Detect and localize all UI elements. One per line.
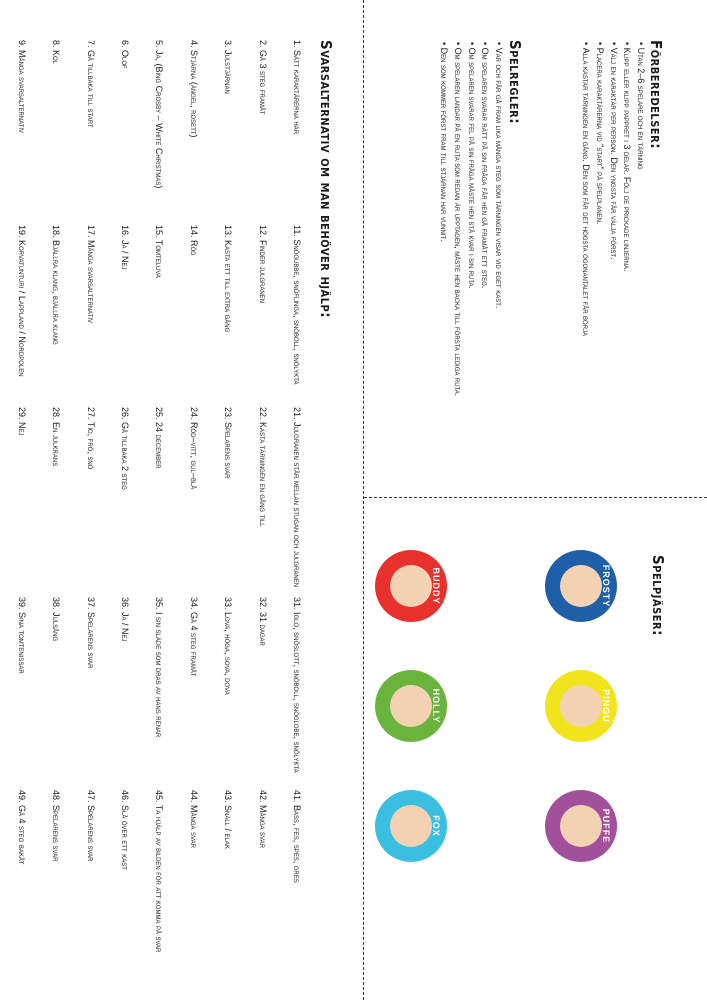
answer-item: 41. Bass, fes, spes, gres	[292, 790, 302, 883]
token-puffe: PUFFE	[545, 790, 617, 862]
answer-item: 9. Många svarsalternativ	[16, 40, 27, 134]
pieces-title: Spelpjäser:	[649, 555, 667, 637]
answers-column-4	[0, 597, 302, 773]
preparation-item: • Välj en karaktär per person. Den yngsta får välja först.	[606, 42, 620, 336]
answers-column-3	[0, 407, 302, 587]
answer-item: 27. Tio, frö, snö	[85, 407, 96, 470]
answer-item: 48. Spelarens svar	[51, 790, 62, 862]
answer-item: 33. Lova, höga, sova, dova	[223, 597, 234, 695]
preparation-item: • Klipp eller klipp pappret i 3 delar. Följ de prickade linjerna.	[620, 42, 634, 336]
penguin-icon	[560, 685, 602, 727]
answer-item: 46. Slå över ett kast	[120, 790, 131, 870]
answer-item: 5. Ja, (Bing Crosby – White Christmas)	[154, 40, 165, 189]
answer-item: 19. Korvatunturi / Lappland / Nordpolen	[16, 225, 27, 377]
answer-item: 21. Julgranen står mellan stugan och julgranen	[292, 407, 302, 588]
answer-item: 16. Ja / Nej	[120, 225, 131, 270]
answer-item: 14. Röd	[188, 225, 199, 256]
answer-item: 7. Gå tillbaka till start	[85, 40, 96, 128]
rule-item: • Om spelaren svarar rätt på sin fråga får hen gå framåt ett steg.	[478, 42, 492, 396]
rule-item: • Om spelaren svarar fel på sin fråga måste hen stå kvar i sin ruta.	[464, 42, 478, 396]
elf-boy-icon	[390, 565, 432, 607]
answer-item: 4. Stjärna (ängel, rosett)	[188, 40, 199, 138]
preparation-item: • Placera karaktärerna vid "start" på spelplanen.	[592, 42, 606, 336]
preparation-item: • Utan 2–6 spelare och en tärning	[633, 42, 647, 336]
cut-line-vertical	[364, 497, 707, 498]
rule-item: • Den som kommer först fram till stjärnan har vunnit.	[436, 42, 450, 396]
answer-item: 25. 24 december	[154, 407, 165, 469]
answer-item: 24. Röd–vitt, gul–blå	[188, 407, 199, 490]
rules-title: Spelregler:	[506, 40, 524, 125]
answer-item: 43. Snäll / elak	[223, 790, 234, 849]
rule-item: • Var och får gå fram lika många steg som tärningen visar vid eget kast.	[491, 42, 505, 396]
answer-item: 39. Sina tomtenissar	[16, 597, 27, 674]
answer-item: 1. Sätt karaktärerna här	[292, 40, 302, 135]
answer-item: 23. Spelarens svar	[223, 407, 234, 479]
answer-item: 12. Finder julgranen	[257, 225, 268, 304]
answer-item: 8. Kol	[51, 40, 62, 65]
token-holly: HOLLY	[375, 670, 447, 742]
token-pingu: PINGU	[545, 670, 617, 742]
token-frosty: FROSTY	[545, 550, 617, 622]
answer-item: 17. Många svarsalternativ	[85, 225, 96, 324]
answer-item: 28. En julkrans	[51, 407, 62, 467]
preparations-title: Förberedelser:	[647, 40, 665, 150]
answer-item: 6. Olof	[120, 40, 131, 69]
answer-item: 34. Gå 4 steg framåt	[188, 597, 199, 677]
snowman-icon	[560, 565, 602, 607]
answer-item: 22. Kasta tärningen en gång till	[257, 407, 268, 527]
polar-bear-icon	[560, 805, 602, 847]
fox-icon	[390, 805, 432, 847]
answer-item: 49. Gå 4 steg bakåt	[16, 790, 27, 865]
answer-item: 2. Gå 3 steg framåt	[257, 40, 268, 115]
answer-item: 31. Iglo, snöslott, snöboll, snöglobe, snölykta	[292, 597, 302, 773]
preparations-list	[578, 42, 647, 336]
answer-item: 44. Många svar	[188, 790, 199, 848]
answer-item: 32. 31 dagar	[257, 597, 268, 646]
rules-list	[436, 42, 505, 396]
answer-item: 11. Snögubbe, snöflinga, snöboll, snölykta	[292, 225, 302, 385]
rule-item: • Om spelaren landar på en ruta som redan är upptagen, måste hen backa till första lediga ruta.	[450, 42, 464, 396]
answer-item: 36. Ja / Nej	[120, 597, 131, 642]
answer-item: 15. Tomteluva	[154, 225, 165, 278]
answer-item: 3. Julstjärnan	[223, 40, 234, 94]
answer-item: 35. I sin släde som dras av hans renar	[154, 597, 165, 738]
token-buddy: BUDDY	[375, 550, 447, 622]
answer-item: 45. Ta hjälp av bilden för att komma på svar	[154, 790, 165, 953]
answer-item: 47. Spelarens svar	[85, 790, 96, 862]
answer-item: 26. Gå tillbaka 2 steg	[120, 407, 131, 490]
answer-item: 18. Bjällra klang, bjällra klang	[51, 225, 62, 345]
answers-title: Svarsalternativ om man behöver hjälp:	[317, 40, 335, 319]
answer-item: 38. Julsång	[51, 597, 62, 642]
answers-column-2	[0, 225, 302, 385]
elf-girl-icon	[390, 685, 432, 727]
answer-item: 42. Många svar	[257, 790, 268, 848]
answer-item: 13. Kasta ett till extra gång	[223, 225, 234, 333]
cut-line-horizontal	[363, 0, 364, 1000]
answers-column-1	[0, 40, 302, 188]
answer-item: 37. Spelarens svar	[85, 597, 96, 669]
answers-column-5	[0, 790, 302, 952]
token-fox: FOX	[375, 790, 447, 862]
preparation-item: • Alla kastar tärningen en gång. Den som får det högsta ögonantalet får börja	[578, 42, 592, 336]
answer-item: 29. Nej	[16, 407, 27, 436]
